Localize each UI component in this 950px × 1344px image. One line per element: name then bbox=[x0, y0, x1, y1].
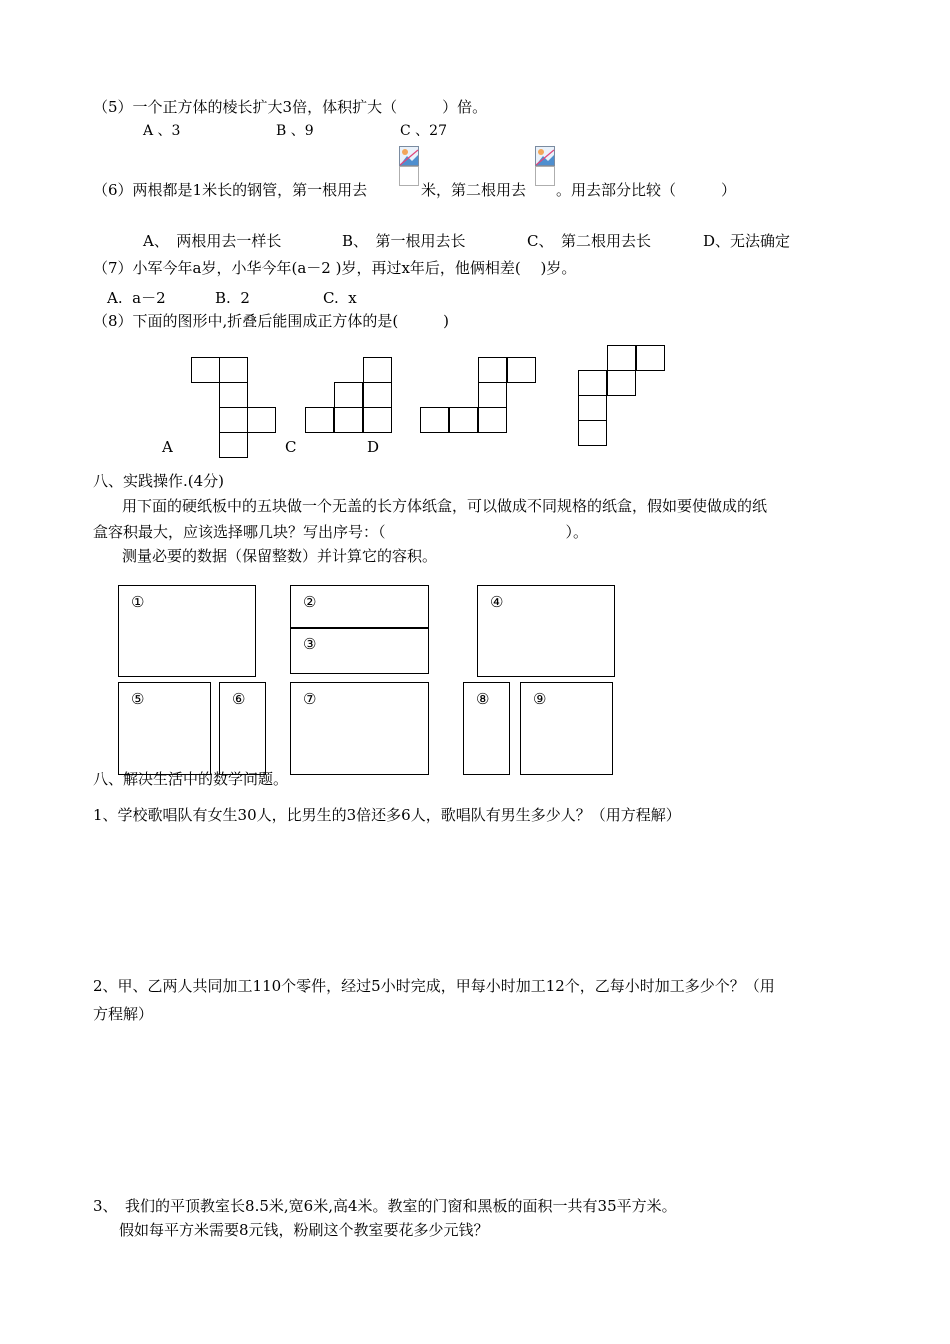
cardboard-2 bbox=[290, 585, 429, 629]
cardboard-number: ① bbox=[131, 593, 145, 611]
q5-option-b: B 、9 bbox=[276, 123, 314, 139]
net-square bbox=[334, 382, 363, 408]
q6-option-c: C、 第二根用去长 bbox=[527, 232, 651, 250]
net-square bbox=[305, 407, 334, 433]
net-square bbox=[478, 382, 507, 408]
net-label-a: A bbox=[162, 438, 173, 456]
problem-1: 1、学校歌唱队有女生30人，比男生的3倍还多6人，歌唱队有男生多少人？（用方程解） bbox=[93, 806, 681, 824]
net-square bbox=[578, 395, 607, 421]
cardboard-number: ⑦ bbox=[303, 690, 317, 708]
q6-option-d: D、无法确定 bbox=[703, 232, 791, 250]
cardboard-5 bbox=[118, 682, 211, 775]
net-square bbox=[607, 370, 636, 396]
q6-text-part2: 米，第二根用去 bbox=[421, 181, 527, 199]
q6-option-a: A、 两根用去一样长 bbox=[143, 232, 282, 250]
practice-line-1: 用下面的硬纸板中的五块做一个无盖的长方体纸盒，可以做成不同规格的纸盒，假如要使做成的纸 bbox=[122, 497, 768, 515]
cardboard-4 bbox=[477, 585, 615, 677]
net-label-d: D bbox=[367, 438, 380, 456]
cardboard-8 bbox=[463, 682, 510, 775]
practice-line-3: 测量必要的数据（保留整数）并计算它的容积。 bbox=[122, 547, 438, 565]
net-square bbox=[507, 357, 536, 383]
net-square bbox=[636, 345, 665, 371]
q7-option-a: A. a－2 bbox=[107, 289, 166, 307]
net-square bbox=[219, 432, 248, 458]
cardboard-number: ④ bbox=[490, 593, 504, 611]
cardboard-number: ⑧ bbox=[476, 690, 490, 708]
q5-option-c: C 、27 bbox=[400, 123, 447, 139]
q5-question: （5）一个正方体的棱长扩大3倍，体积扩大（ ）倍。 bbox=[93, 98, 488, 116]
practice-line-2: 盒容积最大，应该选择哪几块？写出序号：（ ）。 bbox=[93, 523, 589, 541]
problem-2-line-1: 2、甲、乙两人共同加工110个零件，经过5小时完成，甲每小时加工12个，乙每小时加工多少个？（用 bbox=[93, 977, 775, 995]
net-square bbox=[363, 357, 392, 383]
net-label-c: C bbox=[285, 438, 297, 456]
cardboard-1 bbox=[118, 585, 256, 677]
net-square bbox=[363, 407, 392, 433]
net-square bbox=[334, 407, 363, 433]
q6-text-part3: 。用去部分比较（ ） bbox=[556, 181, 737, 199]
problem-2-line-2: 方程解） bbox=[93, 1005, 154, 1023]
net-square bbox=[363, 382, 392, 408]
q5-option-a: A 、3 bbox=[143, 123, 181, 139]
q8-question: （8）下面的图形中,折叠后能围成正方体的是( ) bbox=[93, 312, 450, 330]
net-square bbox=[478, 357, 507, 383]
q6-option-b: B、 第一根用去长 bbox=[342, 232, 466, 250]
net-square bbox=[578, 370, 607, 396]
section-problems-title: 八、解决生活中的数学问题。 bbox=[93, 770, 289, 788]
cardboard-7 bbox=[290, 682, 429, 775]
net-square bbox=[478, 407, 507, 433]
cardboard-number: ③ bbox=[303, 635, 317, 653]
section-practice-title: 八、实践操作.(4分) bbox=[93, 472, 225, 490]
q7-question: （7）小军今年a岁，小华今年(a－2 )岁，再过x年后，他俩相差( )岁。 bbox=[93, 259, 577, 277]
cardboard-number: ⑤ bbox=[131, 690, 145, 708]
q7-option-b: B. 2 bbox=[215, 289, 250, 307]
net-square bbox=[219, 382, 248, 408]
net-square bbox=[607, 345, 636, 371]
net-square bbox=[219, 407, 248, 433]
cardboard-number: ② bbox=[303, 593, 317, 611]
fraction-image-placeholder-icon bbox=[535, 146, 555, 186]
cardboard-number: ⑨ bbox=[533, 690, 547, 708]
cardboard-number: ⑥ bbox=[232, 690, 246, 708]
cardboard-9 bbox=[520, 682, 613, 775]
net-square bbox=[420, 407, 449, 433]
problem-3-line-1: 3、 我们的平顶教室长8.5米,宽6米,高4米。教室的门窗和黑板的面积一共有35平方米。 bbox=[93, 1197, 677, 1215]
q7-option-c: C. x bbox=[323, 289, 357, 307]
net-square bbox=[247, 407, 276, 433]
fraction-image-placeholder-icon bbox=[399, 146, 419, 186]
net-square bbox=[219, 357, 248, 383]
cardboard-6 bbox=[219, 682, 266, 775]
net-square bbox=[449, 407, 478, 433]
net-square bbox=[191, 357, 220, 383]
net-square bbox=[578, 420, 607, 446]
q6-text-part1: （6）两根都是1米长的钢管，第一根用去 bbox=[93, 181, 368, 199]
problem-3-line-2: 假如每平方米需要8元钱，粉刷这个教室要花多少元钱？ bbox=[119, 1221, 489, 1239]
cardboard-3 bbox=[290, 627, 429, 674]
